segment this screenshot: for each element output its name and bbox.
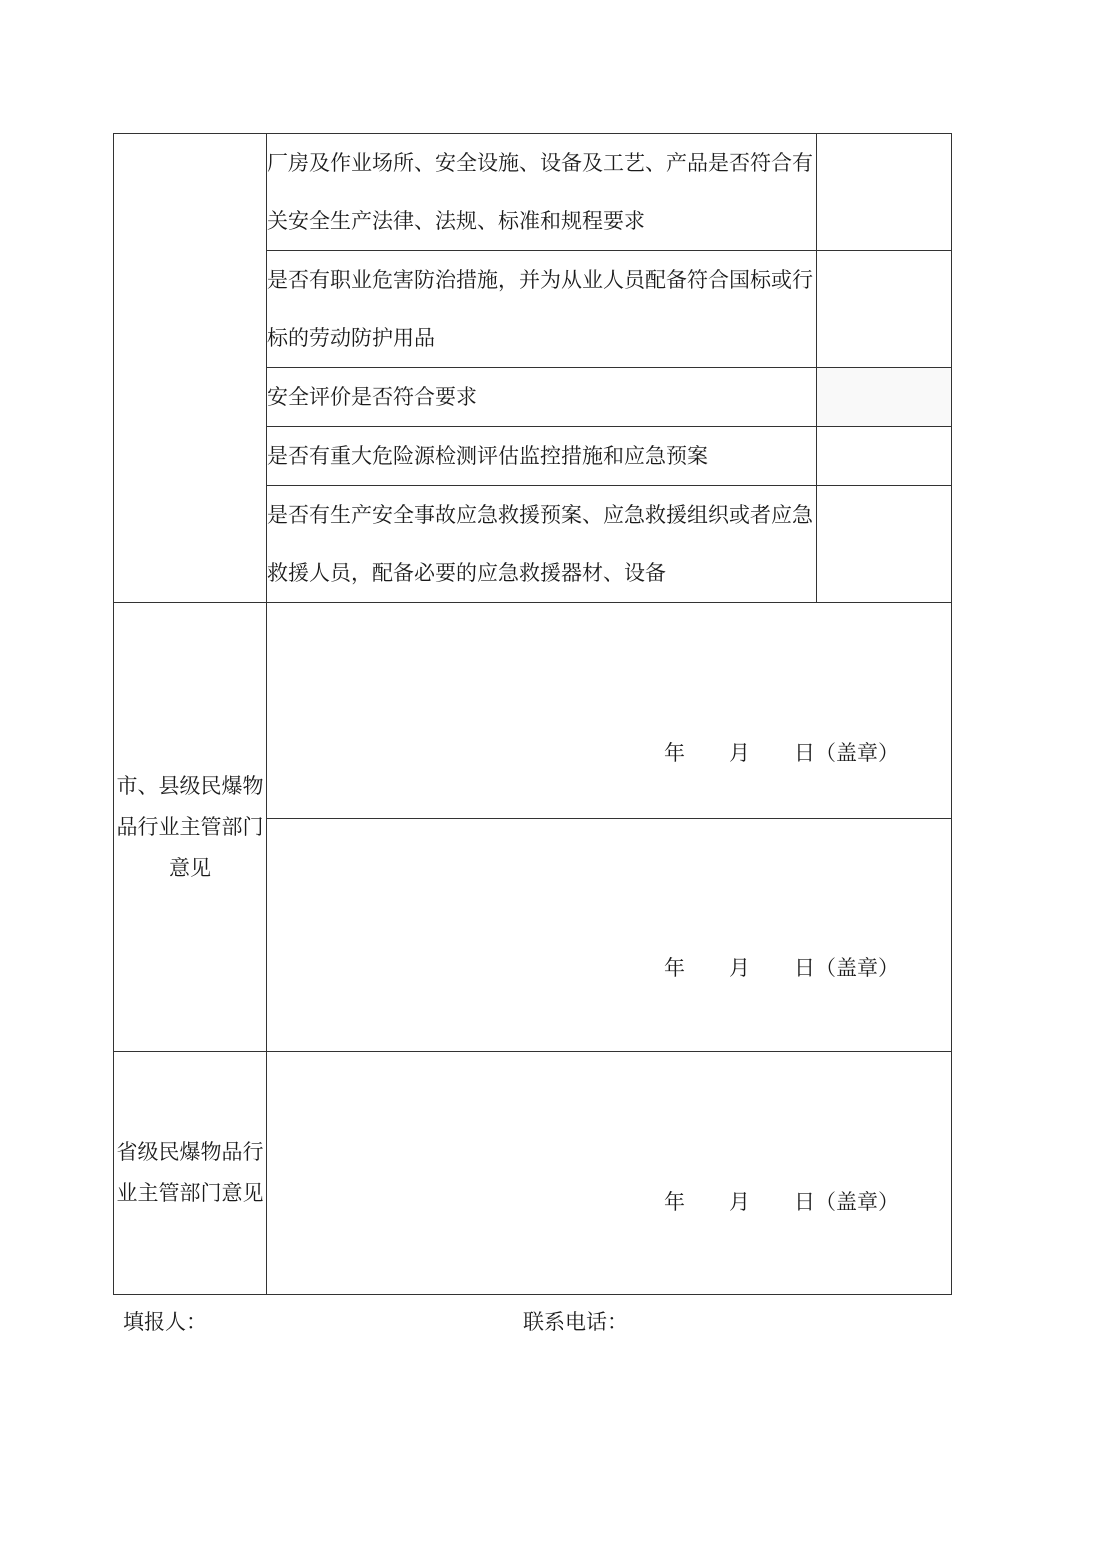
check-result-cell[interactable] (817, 368, 952, 427)
table-row (114, 1052, 952, 1295)
date-stamp-line: 年 月 日（盖章） (664, 1190, 899, 1214)
provincial-opinion[interactable] (267, 1052, 952, 1295)
table-row (114, 134, 952, 251)
check-result-cell[interactable] (817, 251, 952, 368)
phone-label: 联系电话： (523, 1310, 628, 1334)
category-cell (114, 134, 267, 603)
check-result-cell[interactable] (817, 486, 952, 603)
date-stamp-line: 年 月 日（盖章） (664, 741, 899, 765)
approval-form-table (113, 133, 952, 1295)
requirement-text: 安全评价是否符合要求 (267, 368, 817, 427)
table-row (114, 603, 952, 819)
city-county-opinion-1[interactable] (267, 603, 952, 819)
check-result-cell[interactable] (817, 134, 952, 251)
requirement-text: 是否有生产安全事故应急救援预案、应急救援组织或者应急救援人员，配备必要的应急救援器材、设备 (267, 486, 817, 603)
requirement-text: 厂房及作业场所、安全设施、设备及工艺、产品是否符合有关安全生产法律、法规、标准和规程要求 (267, 134, 817, 251)
city-county-opinion-2[interactable] (267, 819, 952, 1052)
date-stamp-line: 年 月 日（盖章） (664, 956, 899, 980)
requirement-text: 是否有重大危险源检测评估监控措施和应急预案 (267, 427, 817, 486)
provincial-label: 省级民爆物品行业主管部门意见 (114, 1052, 267, 1295)
city-county-label: 市、县级民爆物品行业主管部门意见 (114, 603, 267, 1052)
requirement-text: 是否有职业危害防治措施，并为从业人员配备符合国标或行标的劳动防护用品 (267, 251, 817, 368)
check-result-cell[interactable] (817, 427, 952, 486)
filler-label: 填报人： (123, 1310, 207, 1334)
